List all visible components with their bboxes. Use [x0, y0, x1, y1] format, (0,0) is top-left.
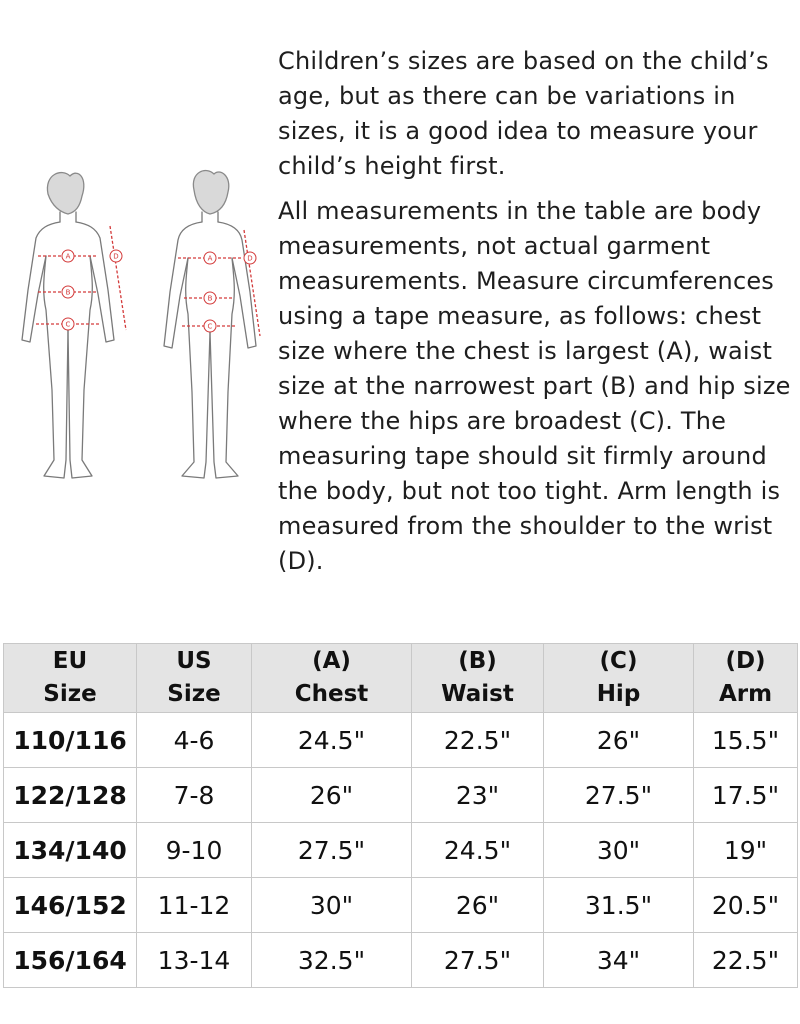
cell-eu-size: 110/116 — [4, 713, 137, 768]
table-row — [4, 768, 798, 823]
cell-arm: 17.5" — [694, 768, 798, 823]
cell-chest: 27.5" — [252, 823, 412, 878]
cell-us-size: 13-14 — [137, 933, 252, 988]
size-guide-text — [278, 44, 794, 579]
cell-waist: 24.5" — [412, 823, 544, 878]
cell-us-size: 11-12 — [137, 878, 252, 933]
intro-paragraph: Children’s sizes are based on the child’s age, but as there can be variations in sizes, it is a good idea to measure your child’s height first. — [278, 47, 769, 180]
measurement-figures — [8, 160, 272, 500]
header-hip: (C) Hip — [544, 644, 694, 713]
cell-hip: 26" — [544, 713, 694, 768]
cell-waist: 22.5" — [412, 713, 544, 768]
marker-c: C — [207, 322, 213, 331]
cell-hip: 34" — [544, 933, 694, 988]
table-row — [4, 878, 798, 933]
cell-chest: 26" — [252, 768, 412, 823]
cell-us-size: 4-6 — [137, 713, 252, 768]
marker-b: B — [65, 288, 71, 297]
cell-arm: 19" — [694, 823, 798, 878]
cell-hip: 27.5" — [544, 768, 694, 823]
instructions-paragraph: All measurements in the table are body measurements, not actual garment measurements. Measure circumferences using a tape measure, as follows: chest size where the chest is largest (A), waist size at the narrowest part (B) and hip size where the hips are broadest (C). The measuring tape should sit firmly around the body, but not too tight. Arm length is measured from the shoulder to the wrist (D). — [278, 197, 791, 575]
cell-eu-size: 134/140 — [4, 823, 137, 878]
cell-us-size: 7-8 — [137, 768, 252, 823]
cell-chest: 30" — [252, 878, 412, 933]
cell-arm: 15.5" — [694, 713, 798, 768]
table-row — [4, 713, 798, 768]
header-chest: (A) Chest — [252, 644, 412, 713]
table-row — [4, 823, 798, 878]
cell-hip: 30" — [544, 823, 694, 878]
header-eu-size: EU Size — [4, 644, 137, 713]
body-measurement-illustration — [8, 160, 272, 500]
table-header-row — [4, 644, 798, 713]
cell-eu-size: 156/164 — [4, 933, 137, 988]
cell-waist: 26" — [412, 878, 544, 933]
cell-us-size: 9-10 — [137, 823, 252, 878]
cell-hip: 31.5" — [544, 878, 694, 933]
marker-a: A — [65, 252, 71, 261]
table-row — [4, 933, 798, 988]
cell-arm: 20.5" — [694, 878, 798, 933]
marker-b: B — [207, 294, 213, 303]
marker-d: D — [113, 252, 119, 261]
cell-chest: 24.5" — [252, 713, 412, 768]
cell-waist: 23" — [412, 768, 544, 823]
marker-d: D — [247, 254, 253, 263]
cell-waist: 27.5" — [412, 933, 544, 988]
cell-chest: 32.5" — [252, 933, 412, 988]
size-table — [3, 643, 798, 988]
marker-c: C — [65, 320, 71, 329]
cell-eu-size: 146/152 — [4, 878, 137, 933]
header-arm: (D) Arm — [694, 644, 798, 713]
cell-arm: 22.5" — [694, 933, 798, 988]
marker-a: A — [207, 254, 213, 263]
header-us-size: US Size — [137, 644, 252, 713]
cell-eu-size: 122/128 — [4, 768, 137, 823]
header-waist: (B) Waist — [412, 644, 544, 713]
